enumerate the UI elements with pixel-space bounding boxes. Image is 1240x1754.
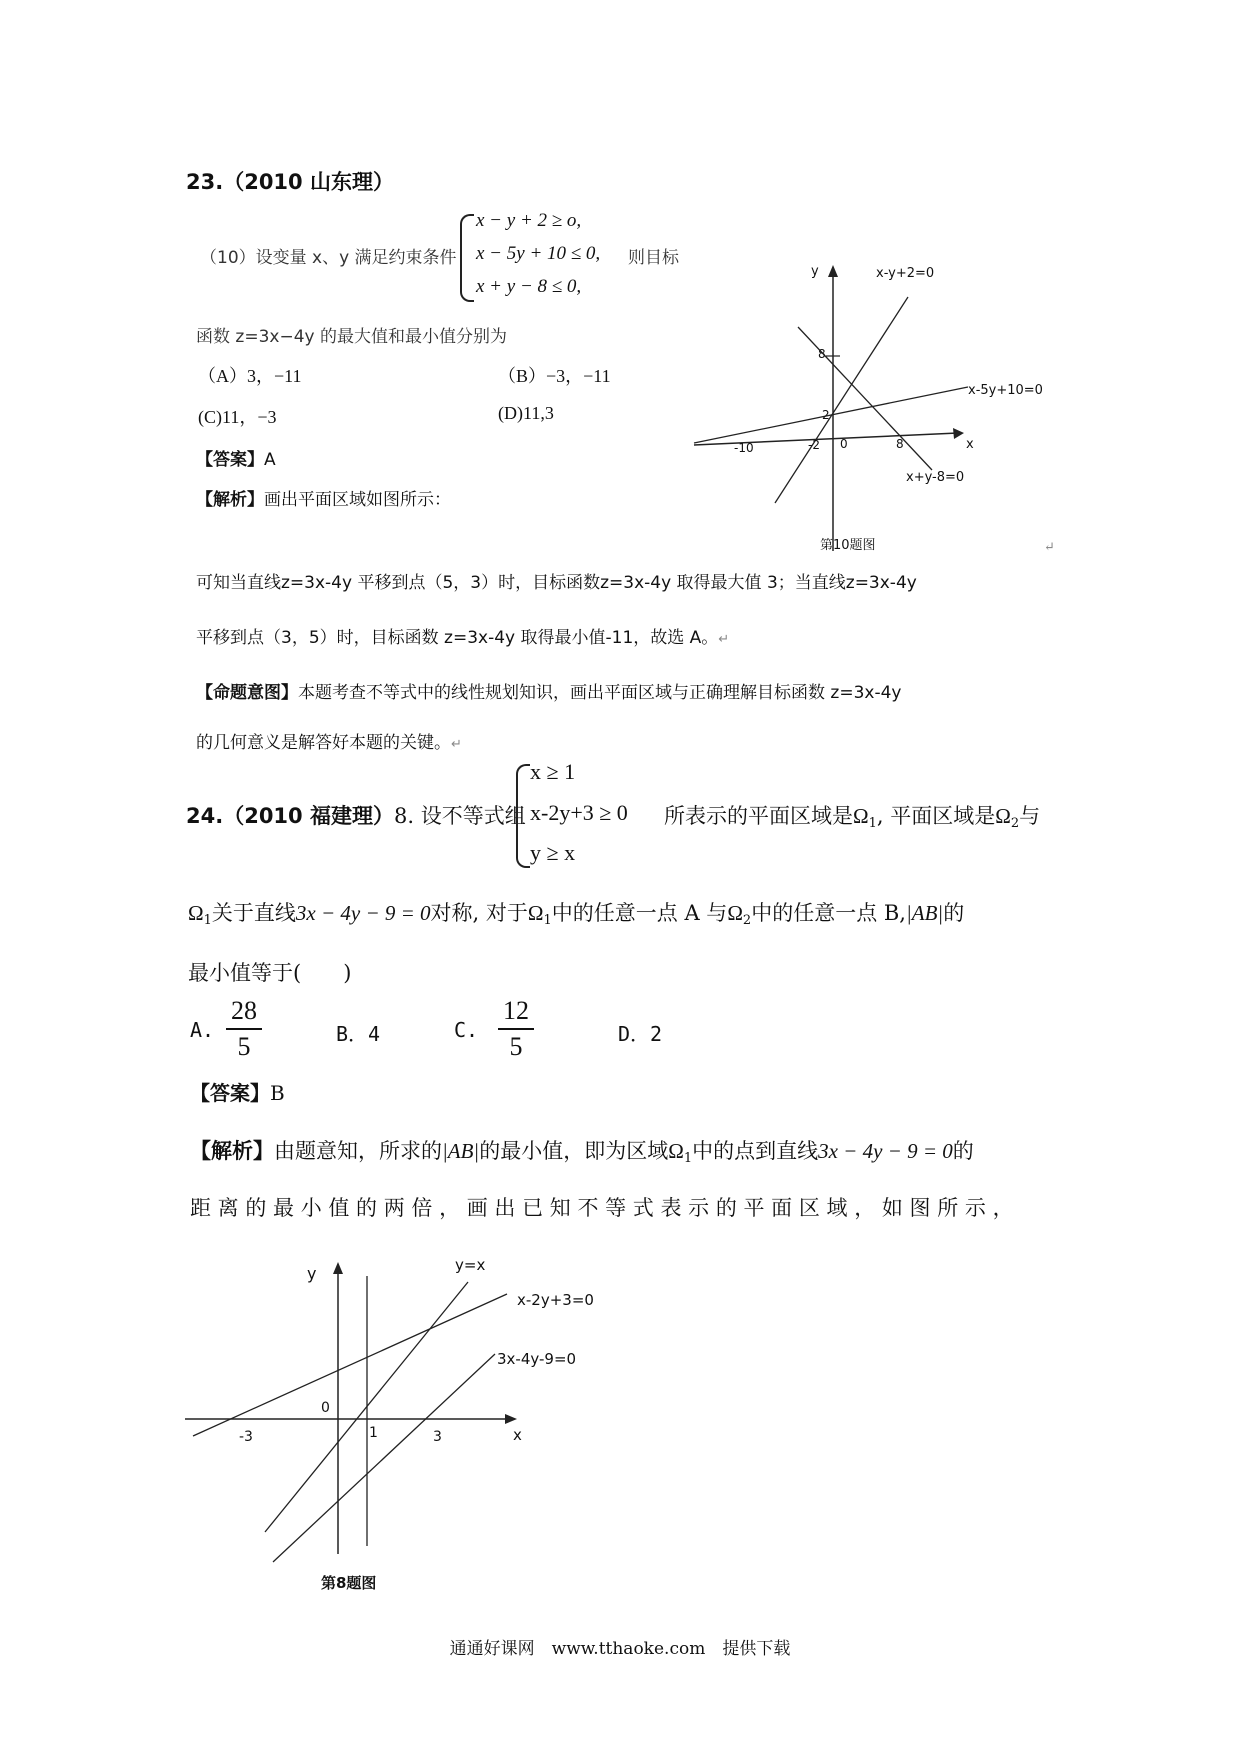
q23-line-x-y-2 xyxy=(775,297,908,503)
q24-line2-d: 中的任意一点 B, xyxy=(751,901,906,925)
q24-line2-b: 对称, 对于 xyxy=(430,901,528,925)
q24-figure xyxy=(185,1236,645,1596)
q23-answer-label: 【答案】 xyxy=(196,450,264,470)
q24-answer-value: B xyxy=(270,1081,285,1105)
q24-omega-1c: Ω xyxy=(527,901,544,925)
q23-intent-line2-text: 的几何意义是解答好本题的关键。 xyxy=(196,733,451,753)
q23-explain-line2 xyxy=(196,623,729,648)
return-mark-2: ↵ xyxy=(718,632,730,647)
q24-omega-1b: Ω xyxy=(188,901,204,925)
q23-brace xyxy=(460,214,474,302)
q24-analysis-3: 中的点到直线 xyxy=(692,1139,819,1163)
q24-sub-1d: 1 xyxy=(683,1151,693,1166)
q24-line2-e: 的 xyxy=(943,901,965,925)
q24-label-line1: y=x xyxy=(455,1256,486,1274)
q24-brace xyxy=(516,764,530,868)
q23-label-line2: x-5y+10=0 xyxy=(968,383,1043,398)
q23-tick-neg10: -10 xyxy=(734,441,754,455)
q23-source: （2010 山东理） xyxy=(223,170,394,194)
q24-y-arrow xyxy=(333,1262,343,1274)
q24-label-line3: 3x-4y-9=0 xyxy=(497,1350,577,1368)
q24-x-arrow xyxy=(505,1414,517,1424)
q23-tick-8x: 8 xyxy=(896,437,904,451)
q24-label-line2: x-2y+3=0 xyxy=(517,1291,594,1309)
q23-intro: （10）设变量 x、y 满足约束条件 xyxy=(200,248,457,268)
q24-y-label: y xyxy=(307,1264,317,1283)
q23-label-line3: x+y-8=0 xyxy=(906,470,965,485)
q23-heading xyxy=(186,166,394,196)
q24-analysis-line-eq: 3x − 4y − 9 = 0 xyxy=(818,1139,953,1163)
q24-source: （2010 福建理） xyxy=(223,804,394,828)
q24-analysis-label: 【解析】 xyxy=(190,1139,274,1163)
q24-analysis-1: 由题意知，所求的 xyxy=(274,1139,442,1163)
q23-number: 23. xyxy=(186,170,224,194)
q23-intent-line1 xyxy=(196,678,901,703)
q24-option-c-den: 5 xyxy=(509,1032,523,1061)
q24-line2-a: 关于直线 xyxy=(211,901,296,925)
q23-figure xyxy=(680,255,1070,565)
q24-omega-1a: Ω xyxy=(853,804,869,828)
q23-analysis-text: 画出平面区域如图所示： xyxy=(264,490,451,510)
q23-question: 函数 z=3x−4y 的最大值和最小值分别为 xyxy=(196,327,507,347)
q23-intent-text: 本题考查不等式中的线性规划知识，画出平面区域与正确理解目标函数 z=3x-4y xyxy=(298,683,902,703)
q24-answer xyxy=(190,1077,285,1106)
q24-constraint-1: x ≥ 1 xyxy=(530,759,576,784)
q24-option-c-label: C. xyxy=(454,1018,479,1042)
q24-abs-ab: |AB| xyxy=(906,901,944,925)
q23-analysis-label: 【解析】 xyxy=(196,490,264,510)
q24-omega-2b: Ω xyxy=(727,901,743,925)
q24-tick-three: 3 xyxy=(433,1429,442,1445)
q24-option-b: B．4 xyxy=(336,1022,381,1046)
q23-option-c: (C)11，−3 xyxy=(198,407,277,427)
q24-analysis-4: 的 xyxy=(952,1139,974,1163)
q24-x-label: x xyxy=(513,1426,522,1444)
return-mark-3: ↵ xyxy=(451,737,462,752)
q23-option-b: （B）−3，−11 xyxy=(498,366,611,386)
q24-after-system-1: 所表示的平面区域是 xyxy=(664,804,853,828)
q24-answer-label: 【答案】 xyxy=(190,1081,270,1105)
q24-sub-1b: 1 xyxy=(203,913,212,928)
q24-sub-1c: 1 xyxy=(543,913,552,928)
q24-after-system-2: , 平面区域是 xyxy=(876,804,996,828)
return-mark-1: ↵ xyxy=(1044,540,1055,555)
q24-analysis-abs-ab: |AB| xyxy=(442,1139,480,1163)
q24-line2-c: 中的任意一点 A 与 xyxy=(551,901,728,925)
q23-explain-line2-text: 平移到点（3，5）时，目标函数 z=3x-4y 取得最小值-11，故选 A。 xyxy=(196,628,719,648)
q24-option-c-num: 12 xyxy=(503,996,529,1025)
q23-analysis xyxy=(196,485,451,510)
q23-label-line1: x-y+2=0 xyxy=(876,266,935,281)
q23-intent-label: 【命题意图】 xyxy=(196,683,298,703)
q24-intro: 设不等式组 xyxy=(420,804,526,828)
q24-option-a-label: A. xyxy=(190,1018,215,1042)
q24-sub-2b: 2 xyxy=(742,913,752,928)
q24-line-eq: 3x − 4y − 9 = 0 xyxy=(295,901,431,925)
q24-option-a-den: 5 xyxy=(237,1032,251,1061)
q23-option-a: （A）3，−11 xyxy=(198,366,302,386)
q24-problem-no: 8. xyxy=(393,804,415,828)
q24-analysis-2: 的最小值，即为区域 xyxy=(479,1139,669,1163)
q24-sub-2a: 2 xyxy=(1010,816,1020,831)
q23-intro-suffix: 则目标 xyxy=(628,248,679,268)
q23-explain-line1: 可知当直线z=3x-4y 平移到点（5，3）时，目标函数z=3x-4y 取得最大值 3；当直线z=3x-4y xyxy=(196,573,917,593)
q23-intent-line2 xyxy=(196,728,462,753)
q23-constraint-2: x − 5y + 10 ≤ 0, xyxy=(476,243,601,264)
q24-tick-zero: 0 xyxy=(321,1400,330,1416)
q24-option-d: D．2 xyxy=(618,1022,663,1046)
q24-constraint-2: x-2y+3 ≥ 0 xyxy=(530,800,628,825)
q24-after-system xyxy=(664,800,1040,831)
q24-heading-line xyxy=(186,800,526,830)
q23-y-arrow xyxy=(828,265,838,277)
q23-tick-8y-label: 8 xyxy=(818,347,826,361)
q23-x-arrow xyxy=(953,428,964,439)
q23-tick-zero: 0 xyxy=(840,437,848,451)
q23-constraint-3: x + y − 8 ≤ 0, xyxy=(476,276,582,297)
q23-x-label: x xyxy=(966,437,974,452)
q23-answer-value: A xyxy=(264,450,276,470)
q24-analysis xyxy=(190,1135,974,1166)
q23-constraint-1: x − y + 2 ≥ o, xyxy=(476,210,582,231)
q24-option-a-frac xyxy=(226,998,262,1060)
q24-figure-caption: 第8题图 xyxy=(321,1574,377,1592)
q24-option-c-frac xyxy=(498,998,534,1060)
q24-line2 xyxy=(188,897,964,928)
q24-line-x-2y-3 xyxy=(193,1294,507,1436)
q24-tick-one: 1 xyxy=(369,1425,378,1441)
q23-tick-2y: 2 xyxy=(822,408,830,422)
q24-omega-2a: Ω xyxy=(995,804,1011,828)
q23-option-d: (D)11,3 xyxy=(498,403,554,423)
q24-sub-1a: 1 xyxy=(868,816,877,831)
q24-line3: 最小值等于( ) xyxy=(188,961,352,985)
q23-answer xyxy=(196,445,276,470)
q24-number: 24. xyxy=(186,804,224,828)
q24-constraint-3: y ≥ x xyxy=(530,840,576,865)
q23-y-label: y xyxy=(811,264,819,279)
footer: 通通好课网 www.tthaoke.com 提供下载 xyxy=(449,1639,791,1659)
q23-figure-caption: 第10题图 xyxy=(820,538,876,553)
q24-omega-1d: Ω xyxy=(668,1139,684,1163)
q24-tick-neg3: -3 xyxy=(239,1429,253,1445)
q24-after-system-3: 与 xyxy=(1019,804,1041,828)
q24-option-a-num: 28 xyxy=(231,996,257,1025)
q24-analysis-line2: 距 离 的 最 小 值 的 两 倍 ， 画 出 已 知 不 等 式 表 示 的 平 面 区 域 ， 如 图 所 示 ， xyxy=(190,1196,1014,1220)
q23-tick-neg2: -2 xyxy=(808,438,820,452)
